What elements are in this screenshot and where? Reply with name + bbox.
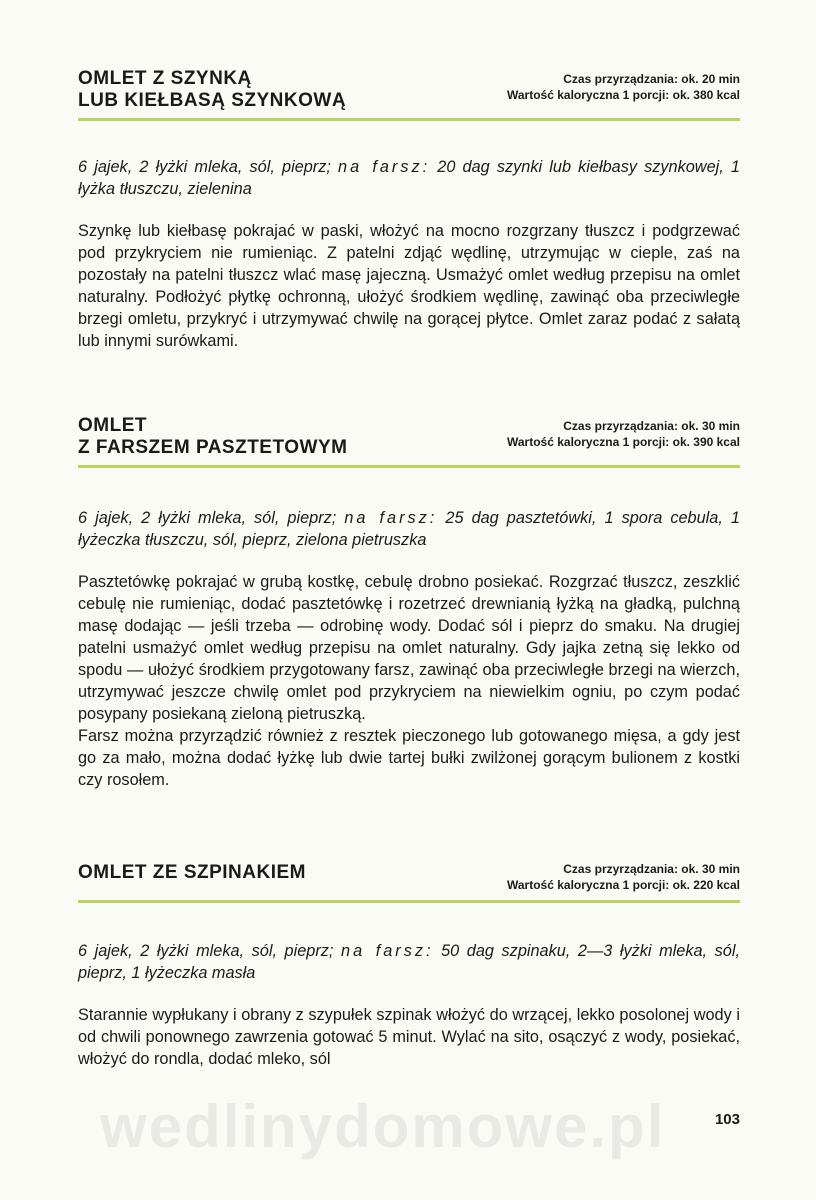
ingredients-label: na farsz: — [338, 158, 431, 176]
recipe-title — [78, 68, 438, 112]
recipe-title-line: Z FARSZEM PASZTETOWYM — [78, 437, 348, 458]
ingredients-text: 25 dag pasztetówki, 1 spora cebula, 1 łyżeczka tłuszczu, sól, pieprz, zielona pietruszka — [78, 509, 740, 549]
recipe-title-line: OMLET Z SZYNKĄ — [78, 68, 252, 89]
recipe-header — [78, 858, 740, 914]
ingredients-text: 20 dag szynki lub kiełbasy szynkowej, 1 łyżka tłuszczu, zielenina — [78, 158, 740, 198]
instructions-paragraph: Pasztetówkę pokrajać w grubą kostkę, cebulę drobno posiekać. Rozgrzać tłuszcz, zeszklić cebulę nie rumieniąc, dodać pasztetówkę i rozetrzeć drewnianią łyżką na gładką, pulchną masę dodając — jeśli trzeba — odrobinę wody. Dodać sól i pieprz do smaku. Na drugiej patelni usmażyć omlet według przepisu na omlet naturalny. Gdy jajka zetną się lekko od spodu — ułożyć środkiem przygotowany farsz, zawinąć oba przeciwległe brzegi na wierzch, utrzymywać jeszcze chwilę omlet pod przykryciem na niewielkim ogniu, po czym podać posypany posiekaną zieloną pietruszką. — [78, 573, 740, 723]
ingredients-label: na farsz: — [344, 509, 438, 527]
recipe-title-line: OMLET — [78, 415, 147, 436]
ingredients-text: 6 jajek, 2 łyżki mleka, sól, pieprz; — [78, 158, 339, 176]
instructions-paragraph: Szynkę lub kiełbasę pokrajać w paski, włożyć na mocno rozgrzany tłuszcz i podgrzewać pod przykryciem nie rumieniąc. Z patelni zdjąć wędlinę, utrzymując w cieple, zaś na pozostały na patelni tłuszcz wlać masę jajeczną. Usmażyć omlet według przepisu na omlet naturalny. Podłożyć płytkę ochronną, ułożyć środkiem wędlinę, zawinąć oba przeciwległe brzegi omletu, przykryć i utrzymywać chwilę na gorącej płytce. Omlet zaraz podać z sałatą lub innymi surówkami. — [78, 222, 740, 350]
preparation-time: Czas przyrządzania: ok. 20 min — [563, 72, 740, 86]
calorie-value: Wartość kaloryczna 1 porcji: ok. 220 kcal — [507, 878, 740, 892]
page-number: 103 — [714, 1111, 740, 1128]
recipe-omlet-ze-szpinakiem — [78, 858, 740, 1070]
instructions-paragraph: Starannie wypłukany i obrany z szypułek szpinak włożyć do wrzącej, lekko posolonej wody i od chwili ponownego zawrzenia gotować 5 minut. Wylać na sito, osączyć z wody, posiekać, włożyć do rondla, dodać mleko, sól — [78, 1006, 740, 1068]
recipe-title — [78, 862, 438, 884]
ingredients — [78, 507, 740, 551]
ingredients — [78, 940, 740, 984]
instructions-paragraph: Farsz można przyrządzić również z resztek pieczonego lub gotowanego mięsa, a gdy jest go za mało, można dodać łyżkę lub dwie tartej bułki zwilżonej gorącym bulionem z kostki czy rosołem. — [78, 727, 740, 789]
watermark: wedlinydomowe.pl — [100, 1093, 666, 1160]
green-divider — [78, 900, 740, 903]
recipe-title — [78, 415, 438, 459]
recipe-meta — [507, 418, 740, 450]
ingredients-label: na farsz: — [341, 942, 434, 960]
ingredients-text: 6 jajek, 2 łyżki mleka, sól, pieprz; — [78, 509, 345, 527]
recipe-title-line: OMLET ZE SZPINAKIEM — [78, 862, 306, 883]
ingredients-text: 50 dag szpinaku, 2—3 łyżki mleka, sól, pieprz, 1 łyżeczka masła — [78, 942, 740, 982]
recipe-omlet-pasztetowy — [78, 415, 740, 791]
calorie-value: Wartość kaloryczna 1 porcji: ok. 380 kcal — [507, 88, 740, 102]
green-divider — [78, 465, 740, 468]
ingredients-text: 6 jajek, 2 łyżki mleka, sól, pieprz; — [78, 942, 342, 960]
recipe-omlet-z-szynka — [78, 68, 740, 352]
ingredients — [78, 156, 740, 200]
recipe-title-line: LUB KIEŁBASĄ SZYNKOWĄ — [78, 90, 347, 111]
calorie-value: Wartość kaloryczna 1 porcji: ok. 390 kcal — [507, 435, 740, 449]
recipe-meta — [507, 71, 740, 103]
recipe-meta — [507, 861, 740, 893]
green-divider — [78, 118, 740, 121]
preparation-time: Czas przyrządzania: ok. 30 min — [563, 419, 740, 433]
recipe-header — [78, 415, 740, 471]
preparation-time: Czas przyrządzania: ok. 30 min — [563, 862, 740, 876]
recipe-header — [78, 68, 740, 124]
